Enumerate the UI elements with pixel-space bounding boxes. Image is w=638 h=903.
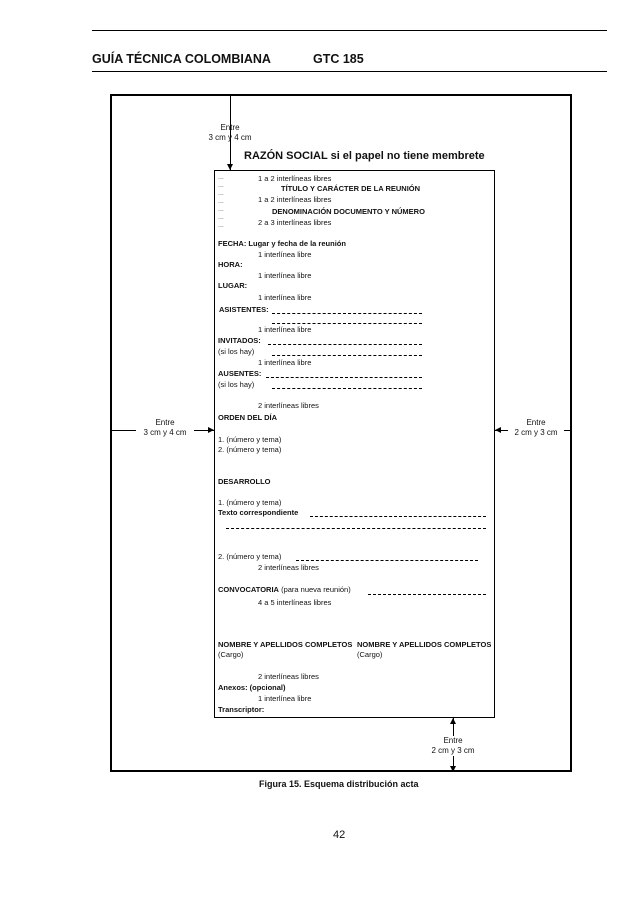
figure-caption: Figura 15. Esquema distribución acta <box>259 779 419 789</box>
development-item: 2. (número y tema) <box>218 552 282 561</box>
bottom-margin-label: Entre 2 cm y 3 cm <box>420 736 486 756</box>
invitados-line-2 <box>272 355 422 356</box>
spacing-note: 2 interlíneas libres <box>258 672 319 681</box>
ausentes-note: (si los hay) <box>218 380 255 389</box>
signature-cargo-2: (Cargo) <box>357 650 383 659</box>
doc-title: TÍTULO Y CARÁCTER DE LA REUNIÓN <box>281 184 421 193</box>
spacing-note: 4 a 5 interlíneas libres <box>258 598 332 607</box>
left-margin-label: Entre 3 cm y 4 cm <box>136 418 194 438</box>
texto-correspondiente: Texto correspondiente <box>218 508 299 517</box>
spacing-note: 1 interlínea libre <box>258 250 312 259</box>
right-margin-arrow-icon <box>495 427 501 433</box>
texto-line-2 <box>226 528 486 529</box>
signature-cargo-1: (Cargo) <box>218 650 244 659</box>
field-asistentes: ASISTENTES: <box>219 305 269 314</box>
ausentes-line-2 <box>272 388 422 389</box>
development-item: 1. (número y tema) <box>218 498 282 507</box>
convocatoria: CONVOCATORIA (para nueva reunión) <box>218 585 351 594</box>
field-hora: HORA: <box>218 260 243 269</box>
spacing-note: 2 interlíneas libres <box>258 563 319 572</box>
transcriptor: Transcriptor: <box>218 705 265 714</box>
dev2-line <box>296 560 478 561</box>
header-top-rule <box>92 30 607 31</box>
field-ausentes: AUSENTES: <box>218 369 262 378</box>
section-desarrollo: DESARROLLO <box>218 477 271 486</box>
invitados-note: (si los hay) <box>218 347 255 356</box>
ausentes-line <box>266 377 422 378</box>
spacing-note: 1 interlínea libre <box>258 325 312 334</box>
doc-denomination: DENOMINACIÓN DOCUMENTO Y NÚMERO <box>272 207 425 216</box>
right-margin-label: Entre 2 cm y 3 cm <box>508 418 564 438</box>
spacing-note: 1 interlínea libre <box>258 358 312 367</box>
field-fecha: FECHA: Lugar y fecha de la reunión <box>218 239 346 248</box>
document-box <box>214 170 495 718</box>
spacing-note: 1 interlínea libre <box>258 694 312 703</box>
spacing-note: 1 interlínea libre <box>258 271 312 280</box>
invitados-line <box>268 344 422 345</box>
razon-social: RAZÓN SOCIAL si el papel no tiene membrete <box>244 150 485 162</box>
field-invitados: INVITADOS: <box>218 336 261 345</box>
page-number: 42 <box>333 829 346 841</box>
spacing-note: 2 interlíneas libres <box>258 401 319 410</box>
spacing-note: 1 interlínea libre <box>258 293 312 302</box>
section-orden-del-dia: ORDEN DEL DÍA <box>218 413 278 422</box>
spacing-note: 1 a 2 interlíneas libres <box>258 174 332 183</box>
signature-name-2: NOMBRE Y APELLIDOS COMPLETOS <box>357 640 492 649</box>
asistentes-line <box>272 313 422 314</box>
asistentes-line-2 <box>272 323 422 324</box>
field-lugar: LUGAR: <box>218 281 248 290</box>
texto-line <box>310 516 486 517</box>
header-bottom-rule <box>92 71 607 72</box>
spacing-note: 1 a 2 interlíneas libres <box>258 195 332 204</box>
spacing-note: 2 a 3 interlíneas libres <box>258 218 332 227</box>
signature-name-1: NOMBRE Y APELLIDOS COMPLETOS <box>218 640 353 649</box>
bottom-margin-arrow-up-icon <box>450 718 456 724</box>
filler-dots: ... ... ... ... ... ... ... <box>218 174 224 229</box>
header-title: GUÍA TÉCNICA COLOMBIANA <box>92 52 271 66</box>
anexos: Anexos: (opcional) <box>218 683 286 692</box>
agenda-item: 1. (número y tema) <box>218 435 282 444</box>
bottom-margin-arrow-down-icon <box>450 766 456 772</box>
convocatoria-line <box>368 594 486 595</box>
agenda-item: 2. (número y tema) <box>218 445 282 454</box>
header-code: GTC 185 <box>313 52 364 66</box>
top-margin-label: Entre 3 cm y 4 cm <box>208 123 252 142</box>
